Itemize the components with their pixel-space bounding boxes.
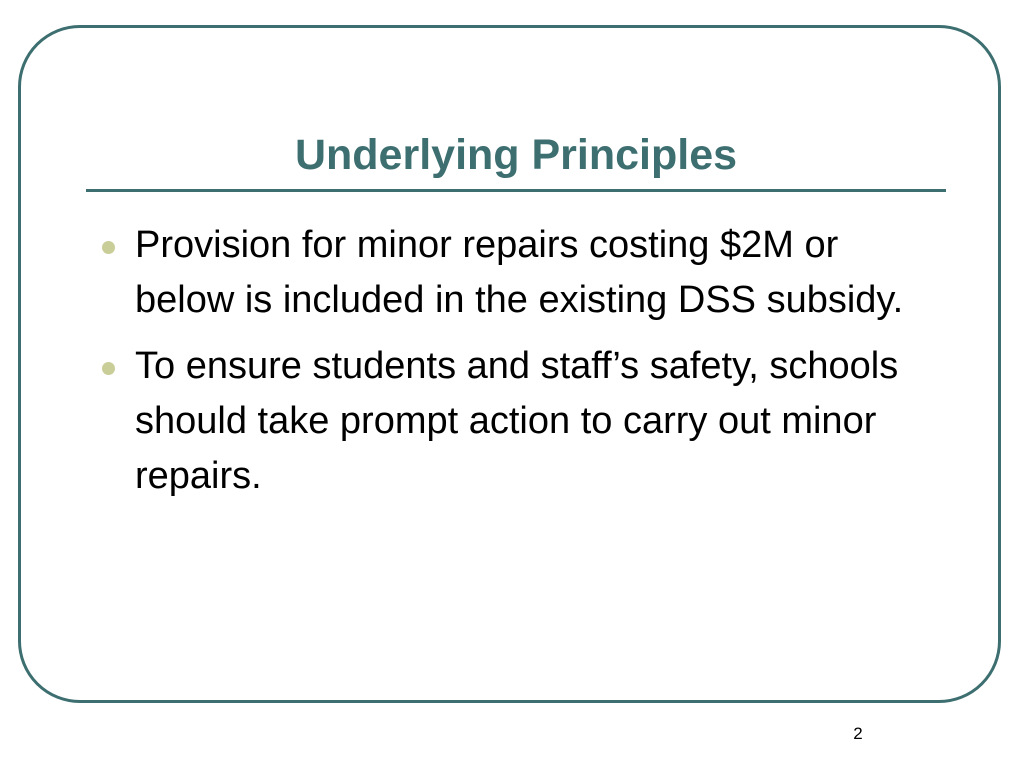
bullet-text: To ensure students and staff’s safety, schools should take prompt action to carry out minor repairs. — [135, 345, 899, 497]
page-number: 2 — [853, 724, 863, 743]
bullet-dot-icon — [102, 241, 115, 254]
bullet-dot-icon — [102, 362, 115, 375]
bullet-item — [100, 339, 920, 504]
bullet-text: Provision for minor repairs costing $2M or below is included in the existing DSS subsidy. — [135, 224, 904, 321]
title-underline — [86, 189, 946, 192]
bullet-list — [100, 218, 920, 515]
slide-title: Underlying Principles — [294, 131, 738, 179]
bullet-item — [100, 218, 920, 328]
